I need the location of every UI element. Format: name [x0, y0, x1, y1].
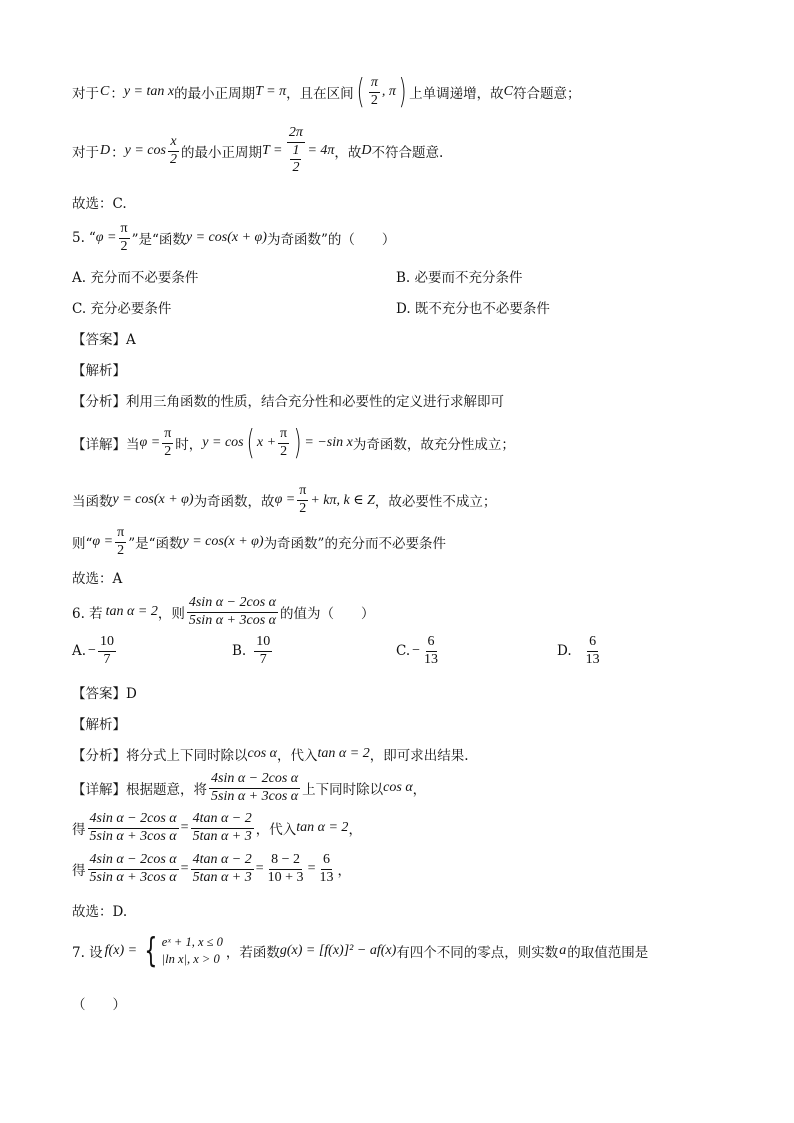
left-paren: (: [356, 72, 365, 112]
fraction-pi-2: [297, 484, 308, 516]
text: 【详解】根据题意，将: [72, 782, 207, 799]
numerator: 1: [290, 144, 301, 161]
numerator: 4sin α − 2cos α: [88, 853, 179, 870]
numerator: 6: [426, 635, 437, 652]
answer-6: 【答案】D: [72, 686, 137, 702]
label-d: D: [100, 143, 111, 159]
formula-result: = −sin x: [304, 435, 353, 450]
numerator: π: [297, 484, 308, 501]
option-label: C.: [396, 643, 411, 660]
text: ，: [348, 822, 362, 839]
text: ，若函数: [225, 945, 280, 961]
denominator: 5sin α + 3cos α: [188, 612, 277, 628]
numerator: π: [369, 76, 380, 93]
numerator: π: [119, 222, 130, 239]
necessity-5: [72, 484, 496, 516]
equals: =: [255, 861, 264, 877]
option-c: [396, 635, 442, 667]
fraction-expression: [88, 853, 179, 885]
question-number: 5.: [72, 230, 85, 247]
denominator: 5sin α + 3cos α: [89, 828, 177, 844]
formula-cos: y = cos(x + φ): [182, 534, 264, 550]
text: 的值为（ ）: [280, 606, 375, 623]
denominator: [286, 143, 305, 176]
equals: =: [180, 861, 189, 877]
denominator: 2: [117, 542, 125, 558]
denominator: 2: [280, 443, 288, 459]
formula-cos: y = cos(x + φ): [112, 492, 194, 508]
numerator: 6: [587, 635, 598, 652]
analysis-6: 【解析】: [72, 717, 126, 733]
text: ，故: [334, 145, 362, 162]
text: 的取值范围是: [567, 945, 649, 961]
text: 有四个不同的零点，则实数: [396, 945, 559, 961]
fraction-tan: [191, 853, 254, 885]
question-7: [72, 931, 649, 971]
formula-phi: φ =: [274, 492, 296, 508]
text: ：: [110, 86, 124, 102]
right-paren: ): [398, 72, 407, 112]
text: 【分析】将分式上下同时除以: [72, 748, 248, 764]
numerator: 6: [321, 853, 332, 870]
denominator: 2: [120, 238, 128, 254]
fraction-x-2: [168, 135, 179, 167]
formula-tan: tan α = 2: [296, 820, 349, 836]
numerator: 4sin α − 2cos α: [209, 772, 300, 789]
denominator: 13: [319, 869, 334, 885]
option-d: D. 既不充分也不必要条件: [396, 301, 550, 317]
left-brace: {: [144, 931, 158, 971]
text: ，即可求出结果.: [369, 748, 469, 764]
formula-kpi: + kπ, k ∈ Z: [310, 492, 375, 508]
fraction-expression: [209, 772, 300, 804]
option-b: B. 必要而不充分条件: [396, 270, 523, 286]
answer-5: 【答案】A: [72, 332, 136, 348]
detail-6: [72, 772, 426, 804]
fraction-value: [254, 635, 272, 667]
numerator: 8 − 2: [269, 853, 302, 870]
label-c: C: [100, 84, 110, 99]
numerator: 10: [98, 635, 116, 652]
derivation-2: [72, 853, 351, 885]
select-6: 故选：D.: [72, 904, 128, 920]
fraction-expression: [187, 596, 278, 628]
fraction-expression: [88, 812, 179, 844]
numerator: π: [162, 427, 173, 444]
formula-result: = 4π: [307, 143, 335, 159]
fraction-pi-2: [278, 427, 289, 459]
denominator: 13: [424, 651, 439, 667]
question-number: 6. 若: [72, 606, 103, 623]
fraction-pi-2: [119, 222, 130, 254]
text: ，故必要性不成立；: [374, 494, 497, 511]
denominator: 5sin α + 3cos α: [89, 869, 177, 885]
text: 的最小正周期: [174, 86, 256, 102]
case-2: |ln x|, x > 0: [161, 952, 220, 966]
denominator: 5sin α + 3cos α: [211, 788, 299, 804]
analysis-5: 【解析】: [72, 363, 126, 379]
text: ”是“函数: [131, 232, 186, 249]
left-paren: (: [246, 423, 255, 463]
variable-a: a: [559, 943, 567, 958]
text: 则“: [72, 536, 93, 553]
formula-cos: y = cos(x + φ): [185, 230, 267, 246]
sign: −: [412, 643, 421, 659]
answer-paren-7: （ ）: [72, 997, 126, 1013]
formula-phi: φ =: [95, 230, 117, 246]
text: 不符合题意.: [371, 145, 444, 162]
text: ：: [111, 145, 125, 162]
numerator: 4tan α − 2: [191, 812, 254, 829]
text: 为奇函数，故充分性成立；: [352, 437, 515, 453]
denominator: 2: [299, 500, 307, 516]
numerator: 10: [254, 635, 272, 652]
formula-cos: cos α: [247, 746, 278, 761]
fraction-period: [286, 126, 305, 176]
option-a: A. 充分而不必要条件: [72, 270, 199, 286]
option-c: C. 充分必要条件: [72, 301, 172, 317]
equals: =: [180, 820, 189, 836]
piecewise-function: [140, 931, 223, 971]
option-label: A.: [72, 643, 87, 660]
question-number: 7. 设: [72, 945, 103, 961]
text: 为奇函数”的充分而不必要条件: [263, 536, 446, 553]
text: ，代入: [277, 748, 318, 764]
text: 对于: [72, 145, 99, 162]
text: ，代入: [255, 822, 297, 839]
formula-cos: y = cos: [202, 435, 244, 450]
denominator: 10 + 3: [267, 869, 304, 885]
formula-x: x +: [256, 435, 277, 450]
denominator: 7: [259, 651, 267, 667]
text: 上单调递增，故: [409, 86, 504, 102]
text: ”是“函数: [128, 536, 183, 553]
sign: −: [88, 643, 96, 659]
line-c-analysis: [72, 72, 581, 112]
option-label: D.: [557, 643, 572, 660]
fraction-pi-2: [369, 76, 380, 108]
text: 符合题意；: [513, 86, 581, 102]
fraction-value: [98, 635, 116, 667]
numerator: x: [168, 135, 178, 152]
denominator: 5tan α + 3: [192, 828, 252, 844]
fraction-value: [422, 635, 440, 667]
formula-tan: y = tan x: [123, 84, 175, 99]
denominator: 5tan α + 3: [192, 869, 252, 885]
text: 得: [72, 863, 86, 880]
formula-f: f(x) =: [104, 943, 138, 958]
fraction-numeric: [266, 853, 306, 885]
case-1: eˣ + 1, x ≤ 0: [161, 935, 223, 950]
fraction-result: [317, 853, 335, 885]
text: 【详解】当: [72, 437, 140, 453]
numerator: 2π: [287, 126, 305, 143]
formula-phi: φ =: [139, 435, 161, 450]
text: ，且在区间: [286, 86, 354, 102]
detail-5: [72, 423, 515, 463]
text: 对于: [72, 86, 99, 102]
fraction-pi-2: [162, 427, 173, 459]
denominator: 2: [370, 92, 378, 108]
text: 为奇函数，故: [193, 494, 275, 511]
text: 为奇函数”的（ ）: [266, 232, 396, 249]
fraction-half: [290, 144, 301, 176]
numerator: 4sin α − 2cos α: [187, 596, 278, 613]
interval-end: , π: [381, 84, 396, 99]
fraction-value: [584, 635, 602, 667]
text: 得: [72, 822, 86, 839]
option-b: [232, 635, 274, 667]
numerator: π: [115, 526, 126, 543]
denominator: 2: [169, 151, 177, 167]
fenxi-6: [72, 744, 469, 764]
denominator: 13: [585, 651, 600, 667]
numerator: 4sin α − 2cos α: [88, 812, 179, 829]
formula-tan: tan α = 2: [105, 604, 158, 620]
formula-g: g(x) = [f(x)]² − af(x): [279, 943, 397, 958]
derivation-1: [72, 812, 362, 844]
equals: =: [307, 861, 316, 877]
text: ，则: [157, 606, 185, 623]
formula-phi: φ =: [92, 534, 114, 550]
option-label: B.: [232, 643, 247, 660]
label-c: C: [503, 84, 514, 99]
fenxi-5: 【分析】利用三角函数的性质，结合充分性和必要性的定义进行求解即可: [72, 394, 504, 410]
right-paren: ): [293, 423, 302, 463]
fraction-pi-2: [115, 526, 126, 558]
formula-cos: y = cos: [124, 143, 166, 159]
question-5: [72, 222, 395, 254]
select-c: 故选：C.: [72, 196, 127, 212]
formula-cos: cos α: [383, 780, 413, 796]
select-5: 故选：A: [72, 571, 123, 587]
fraction-tan: [191, 812, 254, 844]
denominator: 2: [292, 160, 300, 176]
text: ，: [412, 782, 427, 799]
numerator: 4tan α − 2: [191, 853, 254, 870]
cases: [162, 934, 223, 968]
text: 当函数: [72, 494, 113, 511]
conclusion-5: [72, 526, 446, 558]
text: 的最小正周期: [180, 145, 262, 162]
formula-tan: tan α = 2: [317, 746, 370, 761]
text: ，: [337, 863, 351, 880]
formula-period: T =: [261, 143, 283, 159]
denominator: 2: [164, 443, 172, 459]
line-d-analysis: [72, 126, 443, 176]
text: 时，: [175, 437, 203, 453]
option-a: [72, 635, 118, 667]
text: 上下同时除以: [302, 782, 384, 799]
text: “: [88, 230, 96, 247]
formula-period: T = π: [255, 84, 287, 99]
numerator: π: [278, 427, 289, 444]
label-d: D: [361, 143, 372, 159]
option-d: [557, 635, 604, 667]
denominator: 7: [103, 651, 111, 667]
question-6: [72, 596, 375, 628]
